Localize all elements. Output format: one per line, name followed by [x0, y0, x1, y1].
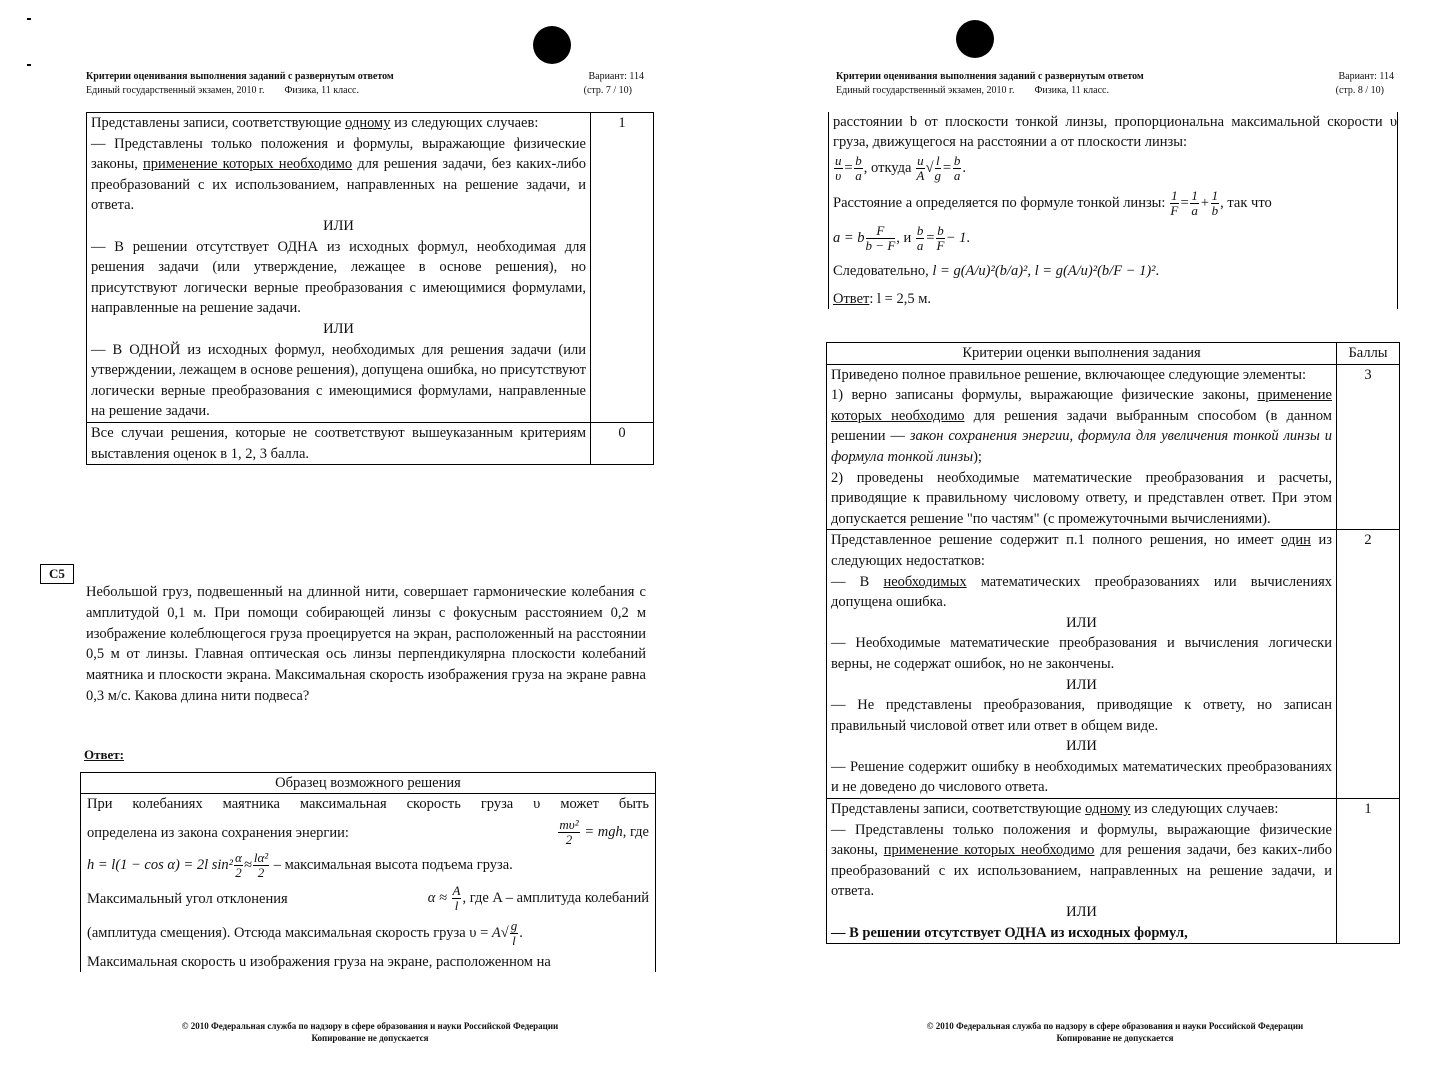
page-number: (стр. 7 / 10): [583, 85, 632, 96]
table-row: [827, 799, 1400, 944]
criteria-table: [826, 342, 1400, 944]
score-cell: 0: [591, 422, 654, 464]
scan-mark: [27, 64, 31, 66]
score-cell: 1: [591, 113, 654, 423]
table-header-row: [827, 343, 1400, 365]
header-title: Критерии оценивания выполнения заданий с развернутым ответом: [86, 71, 394, 82]
answer-label: Ответ:: [84, 747, 125, 762]
variant-label: Вариант: 114: [588, 71, 644, 82]
solution-body: При колебаниях маятника максимальная скорость груза υ может быть определена из закона сохранения энергии: $\frac{\text{mυ²}}{2}$ = mgh, где h = l(1 − cos α) = 2l sin² $\frac{\alpha}{2}$ ≈ $\frac{\text{lα²}}{2}$ – максимальная высота подъема груза. Максимальный угол отклонения α ≈ $\frac{A}{l}$ , где A – амплитуда колебаний (амплитуда смещения). Отсюда максимальная скорость груза υ = A√ $\frac{g}{l}$ . Максимальная скорость u изображения груза на экране, расположенном на: [87, 796, 649, 970]
table-row: [87, 113, 654, 423]
header-subtitle: Единый государственный экзамен, 2010 г. Физика, 11 класс.: [836, 85, 1109, 96]
punch-hole: [956, 20, 994, 58]
header-subtitle: Единый государственный экзамен, 2010 г. Физика, 11 класс.: [86, 85, 359, 96]
table-row: [827, 364, 1400, 530]
footer: © 2010 Федеральная служба по надзору в сфере образования и науки Российской Федерации Копирование не допускается: [181, 1021, 559, 1043]
criteria-cell: Все случаи решения, которые не соответствуют вышеуказанным критериям выставления оценок в 1, 2, 3 балла.: [87, 422, 591, 464]
score-cell: 1: [1337, 799, 1400, 944]
answer-label: Ответ: [833, 291, 870, 307]
column-header: Критерии оценки выполнения задания: [827, 343, 1337, 365]
table-row: [827, 530, 1400, 799]
header-title: Критерии оценивания выполнения заданий с развернутым ответом: [836, 71, 1144, 82]
table-row: [87, 422, 654, 464]
problem-text: Небольшой груз, подвешенный на длинной нити, совершает гармонические колебания с амплитудой 0,1 м. При помощи собирающей линзы с фокусным расстоянием 0,2 м изображение колеблющегося груза проецируется на экран, расположенный на расстоянии 0,5 м от линзы. Главная оптическая ось линзы перпендикулярна плоскости колебаний маятника и плоскости экрана. Максимальная скорость изображения груза на экране равна 0,3 м/с. Какова длина нити подвеса?: [86, 584, 646, 704]
footer: © 2010 Федеральная служба по надзору в сфере образования и науки Российской Федерации Копирование не допускается: [926, 1021, 1304, 1043]
criteria-cell: Представленное решение содержит п.1 полного решения, но имеет один из следующих недостатков: — В необходимых математических преобразованиях или вычислениях допущена ошибка. ИЛИ — Необходимые математические преобразования и вычисления логически верны, не содержат ошибок, но не закончены. ИЛИ — Не представлены преобразования, приводящие к ответу, но записан правильный числовой ответ или ответ в общем виде. ИЛИ — Решение содержит ошибку в необходимых математических преобразованиях и не доведено до числового ответа.: [827, 530, 1337, 799]
column-header: Баллы: [1337, 343, 1400, 365]
solution-heading: Образец возможного решения: [81, 773, 655, 794]
answer-value: : l = 2,5 м.: [869, 291, 932, 307]
criteria-cell: Представлены записи, соответствующие одному из следующих случаев: — Представлены только положения и формулы, выражающие физические законы, применение которых необходимо для решения задачи, без каких-либо преобразований с их использованием, направленных на решение задачи, и ответа. ИЛИ — В решении отсутствует ОДНА из исходных формул,: [827, 799, 1337, 944]
variant-label: Вариант: 114: [1338, 71, 1394, 82]
criteria-table-continued: [86, 112, 654, 465]
solution-continuation: расстоянии b от плоскости тонкой линзы, пропорциональна максимальной скорости υ груза, движущегося на расстоянии a от плоскости линзы: $\frac{u}{\upsilon}$ = $\frac{b}{a}$ , откуда $\frac{u}{A}$ √ $\frac{l}{g}$ = $\frac{b}{a}$ . Расстояние a определяется по формуле тонкой линзы: $\frac{1}{F}$ = $\frac{1}{a}$ + $\frac{1}{b}$ , так что a = b $\frac{F}{b - F}$ , и $\frac{b}{a}$ = $\frac{b}{F}$ − 1. Следовательно, l = g(A/u)²(b/a)², l = g(A/u)²(b/F − 1)². Ответ: l = 2,5 м.: [828, 112, 1398, 309]
score-cell: 3: [1337, 364, 1400, 530]
criteria-cell: Представлены записи, соответствующие одному из следующих случаев: — Представлены только положения и формулы, выражающие физические законы, применение которых необходимо для решения задачи, без каких-либо преобразований с их использованием, направленных на решение задачи, и ответа. ИЛИ — В решении отсутствует ОДНА из исходных формул, необходимая для решения задачи (или утверждение, лежащее в основе решения), но присутствуют логически верные преобразования с имеющимися формулами, направленные на решение задачи. ИЛИ — В ОДНОЙ из исходных формул, необходимых для решения задачи (или утверждении, лежащем в основе решения), допущена ошибка, но присутствуют логически верные преобразования с имеющимися формулами, направленные на решение задачи.: [87, 113, 591, 423]
scan-mark: [27, 18, 31, 20]
task-label: C5: [40, 564, 74, 584]
punch-hole: [533, 26, 571, 64]
solution-box: [80, 772, 656, 972]
page-number: (стр. 8 / 10): [1335, 85, 1384, 96]
score-cell: 2: [1337, 530, 1400, 799]
criteria-cell: Приведено полное правильное решение, включающее следующие элементы: 1) верно записаны формулы, выражающие физические законы, применение которых необходимо для решения задачи выбранным способом (в данном решении — закон сохранения энергии, формула для увеличения тонкой линзы и формула тонкой линзы); 2) проведены необходимые математические преобразования и расчеты, приводящие к правильному числовому ответу, и представлен ответ. При этом допускается решение "по частям" (с промежуточными вычислениями).: [827, 364, 1337, 530]
